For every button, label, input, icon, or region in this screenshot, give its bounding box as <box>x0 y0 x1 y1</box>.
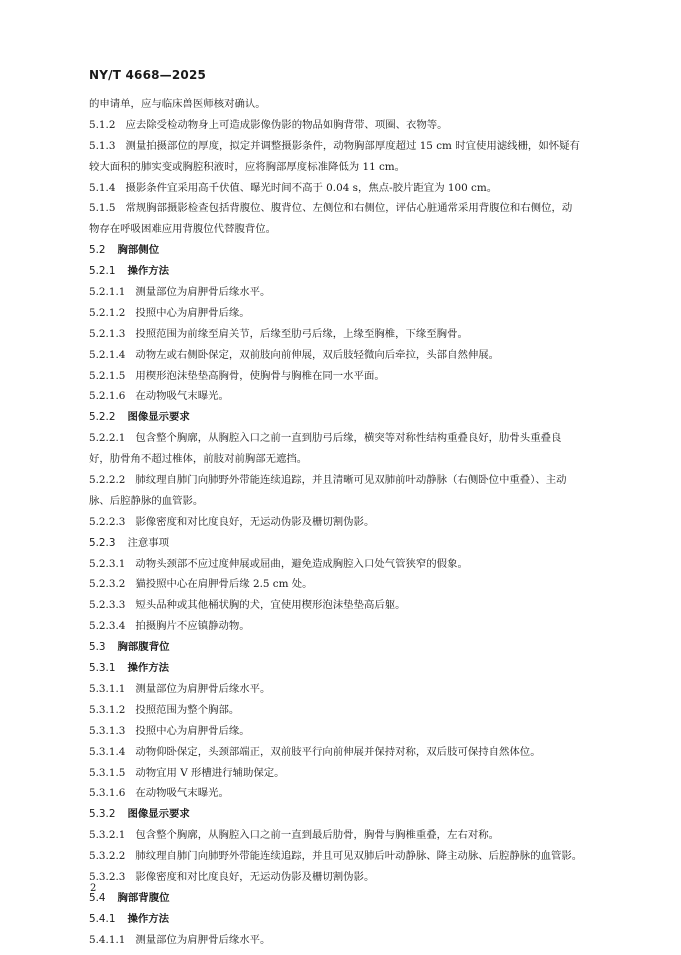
clause-number: 5.3.2 <box>89 808 116 821</box>
clause-number: 5.2.1.2 <box>89 306 126 319</box>
clause-text: 投照中心为肩胛骨后缘。 <box>135 306 250 319</box>
clause-item <box>89 930 605 951</box>
clause-text: 动物左或右侧卧保定，双前肢向前伸展，双后肢轻微向后牵拉，头部自然伸展。 <box>135 348 500 361</box>
section-heading <box>89 888 605 909</box>
clause-number: 5.1.4 <box>89 181 116 194</box>
clause-number: 5.2 <box>89 244 106 257</box>
section-heading <box>89 261 605 282</box>
clause-number: 5.1.3 <box>89 139 116 152</box>
clause-text: 猫投照中心在肩胛骨后缘 2.5 cm 处。 <box>135 578 313 591</box>
clause-number: 5.4.1 <box>89 912 116 925</box>
clause-item <box>89 616 605 637</box>
clause-text: 动物仰卧保定，头颈部端正，双前肢平行向前伸展并保持对称，双后肢可保持自然体位。 <box>135 745 541 758</box>
clause-text: 胸部背腹位 <box>117 891 170 904</box>
clause-number: 5.4 <box>89 891 106 904</box>
clause-text: 操作方法 <box>127 265 170 278</box>
clause-number: 5.2.1.1 <box>89 286 126 299</box>
clause-number: 5.3.2.3 <box>89 870 126 883</box>
clause-number: 5.3.1.3 <box>89 724 126 737</box>
clause-text: 测量部位为肩胛骨后缘水平。 <box>135 286 271 299</box>
clause-item <box>89 867 605 888</box>
clause-text: 测量拍摄部位的厚度，拟定并调整摄影条件，动物胸部厚度超过 15 cm 时宜使用滤线栅，如怀疑有 <box>125 139 580 152</box>
clause-text: 测量部位为肩胛骨后缘水平。 <box>135 933 271 946</box>
clause-text: 影像密度和对比度良好，无运动伪影及栅切割伪影。 <box>135 515 375 528</box>
clause-text: 肺纹理自肺门向肺野外带能连续追踪，并且清晰可见双肺前叶动静脉（右侧卧位中重叠）、主动 <box>135 474 567 487</box>
clause-item <box>89 136 605 157</box>
clause-text: 应去除受检动物身上可造成影像伪影的物品如胸背带、项圈、衣物等。 <box>125 118 448 131</box>
paragraph-continuation <box>89 219 605 240</box>
clause-item <box>89 700 605 721</box>
clause-text: 操作方法 <box>127 662 170 675</box>
clause-text: 包含整个胸廓，从胸腔入口之前一直到肋弓后缘，横突等对称性结构重叠良好，肋骨头重叠良 <box>135 432 562 445</box>
clause-text: 胸部侧位 <box>117 244 160 257</box>
clause-text: 用楔形泡沫垫垫高胸骨，使胸骨与胸椎在同一水平面。 <box>135 369 385 382</box>
clause-number: 5.2.1.6 <box>89 390 126 403</box>
section-heading <box>89 407 605 428</box>
clause-text: 摄影条件宜采用高千伏值、曝光时间不高于 0.04 s，焦点-胶片距宜为 100 cm。 <box>125 181 498 194</box>
clause-item <box>89 721 605 742</box>
paragraph-continuation <box>89 449 605 470</box>
paragraph-continuation <box>89 491 605 512</box>
clause-item <box>89 345 605 366</box>
clause-item <box>89 512 605 533</box>
clause-text: 投照中心为肩胛骨后缘。 <box>135 724 250 737</box>
clause-number: 5.2.3.4 <box>89 620 126 633</box>
clause-item <box>89 679 605 700</box>
clause-number: 5.2.1.3 <box>89 327 126 340</box>
clause-number: 5.1.2 <box>89 118 116 131</box>
clause-text: 常规胸部摄影检查包括背腹位、腹背位、左侧位和右侧位，评估心脏通常采用背腹位和右侧位，动 <box>125 202 573 215</box>
page-number: 2 <box>90 883 97 894</box>
clause-number: 5.2.3 <box>89 536 116 549</box>
section-heading <box>89 909 605 930</box>
clause-text: 动物头颈部不应过度伸展或屈曲，避免造成胸腔入口处气管狭窄的假象。 <box>135 557 468 570</box>
clause-number: 5.3.1.5 <box>89 766 126 779</box>
clause-item <box>89 386 605 407</box>
body-text <box>89 94 605 951</box>
clause-number: 5.2.2 <box>89 411 116 424</box>
clause-item <box>89 554 605 575</box>
clause-text: 短头品种或其他桶状胸的犬，宜使用楔形泡沫垫垫高后躯。 <box>135 599 406 612</box>
clause-number: 5.2.1 <box>89 265 116 278</box>
clause-item <box>89 574 605 595</box>
paragraph-continuation <box>89 157 605 178</box>
clause-text: 胸部腹背位 <box>117 641 170 654</box>
clause-text: 在动物吸气末曝光。 <box>135 787 229 800</box>
section-heading <box>89 804 605 825</box>
clause-item <box>89 428 605 449</box>
clause-number: 5.1.5 <box>89 202 116 215</box>
clause-text: 较大面积的肺实变或胸腔积液时，应将胸部厚度标准降低为 11 cm。 <box>89 160 406 173</box>
clause-item <box>89 178 605 199</box>
clause-item <box>89 763 605 784</box>
clause-item <box>89 825 605 846</box>
clause-number: 5.3.1.6 <box>89 787 126 800</box>
clause-text: 好，肋骨角不超过椎体，前肢对前胸部无遮挡。 <box>89 453 308 466</box>
clause-number: 5.2.2.3 <box>89 515 126 528</box>
standard-code-header: NY/T 4668—2025 <box>89 68 207 82</box>
clause-text: 影像密度和对比度良好，无运动伪影及栅切割伪影。 <box>135 870 375 883</box>
clause-item <box>89 324 605 345</box>
clause-text: 动物宜用 V 形槽进行辅助保定。 <box>135 766 285 779</box>
section-heading <box>89 658 605 679</box>
clause-number: 5.3.1.2 <box>89 703 126 716</box>
clause-number: 5.4.1.1 <box>89 933 126 946</box>
clause-text: 投照范围为整个胸部。 <box>135 703 240 716</box>
clause-text: 图像显示要求 <box>127 808 190 821</box>
clause-number: 5.2.3.1 <box>89 557 126 570</box>
clause-number: 5.3.1.1 <box>89 682 126 695</box>
clause-item <box>89 742 605 763</box>
clause-item <box>89 366 605 387</box>
section-heading <box>89 637 605 658</box>
clause-number: 5.3.2.2 <box>89 850 126 863</box>
clause-item <box>89 846 605 867</box>
clause-number: 5.2.3.3 <box>89 599 126 612</box>
clause-text: 图像显示要求 <box>127 411 190 424</box>
clause-item <box>89 282 605 303</box>
clause-item <box>89 115 605 136</box>
clause-number: 5.3.1 <box>89 662 116 675</box>
clause-text: 拍摄胸片不应镇静动物。 <box>135 620 250 633</box>
subsection-heading <box>89 533 605 554</box>
clause-text: 肺纹理自肺门向肺野外带能连续追踪，并且可见双肺后叶动静脉、降主动脉、后腔静脉的血管影。 <box>135 850 583 863</box>
paragraph-continuation <box>89 94 605 115</box>
clause-text: 的申请单，应与临床兽医师核对确认。 <box>89 98 266 110</box>
clause-number: 5.2.2.1 <box>89 432 126 445</box>
clause-text: 包含整个胸廓，从胸腔入口之前一直到最后肋骨，胸骨与胸椎重叠，左右对称。 <box>135 829 500 842</box>
section-heading <box>89 240 605 261</box>
clause-text: 在动物吸气末曝光。 <box>135 390 229 403</box>
clause-number: 5.2.2.2 <box>89 474 126 487</box>
clause-number: 5.2.3.2 <box>89 578 126 591</box>
clause-text: 物存在呼吸困难应用背腹位代替腹背位。 <box>89 223 277 236</box>
clause-item <box>89 303 605 324</box>
clause-number: 5.3.2.1 <box>89 829 126 842</box>
clause-text: 脉、后腔静脉的血管影。 <box>89 494 204 507</box>
clause-text: 操作方法 <box>127 912 170 925</box>
clause-text: 测量部位为肩胛骨后缘水平。 <box>135 682 271 695</box>
clause-item <box>89 198 605 219</box>
clause-item <box>89 595 605 616</box>
clause-text: 注意事项 <box>127 536 170 549</box>
clause-number: 5.3 <box>89 641 106 654</box>
clause-text: 投照范围为前缘至肩关节，后缘至肋弓后缘，上缘至胸椎，下缘至胸骨。 <box>135 327 468 340</box>
clause-number: 5.3.1.4 <box>89 745 126 758</box>
clause-number: 5.2.1.4 <box>89 348 126 361</box>
clause-item <box>89 783 605 804</box>
clause-number: 5.2.1.5 <box>89 369 126 382</box>
clause-item <box>89 470 605 491</box>
